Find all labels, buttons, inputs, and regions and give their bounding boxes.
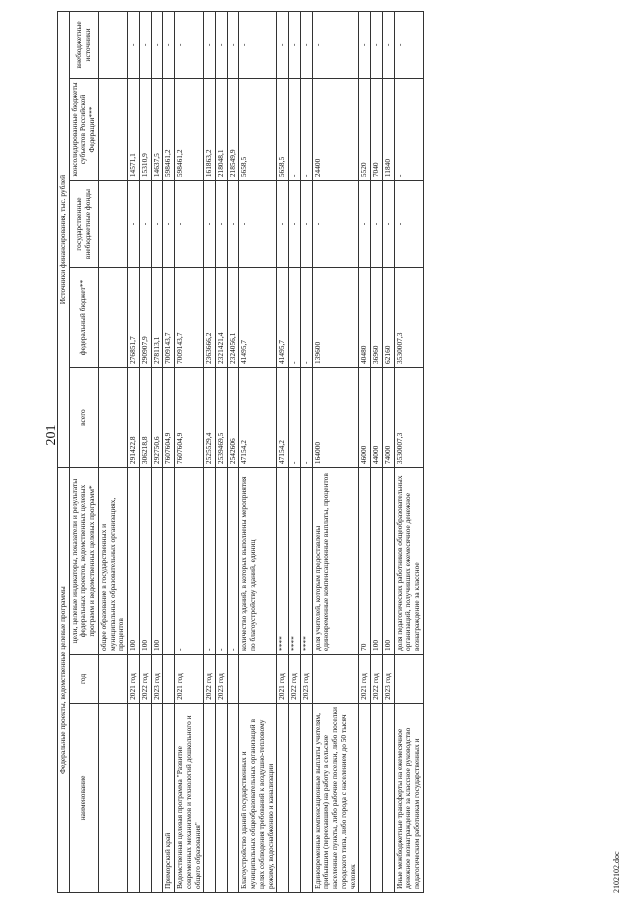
cell-total: 291422,8 — [128, 368, 140, 468]
cell-external: - — [175, 12, 204, 79]
cell-consolidated: 24400 — [312, 78, 359, 180]
cell-indicator: - — [175, 468, 204, 655]
cell-consolidated: 5658,5 — [277, 78, 289, 180]
cell-federal: 278113,1 — [151, 267, 163, 367]
table-row — [394, 12, 423, 893]
header-total: всего — [69, 368, 98, 468]
header-funds: государственные внебюджетные фонды — [69, 181, 98, 268]
table-row — [312, 12, 359, 893]
cell-federal: 3530007,3 — [394, 267, 423, 367]
cell-year — [98, 654, 127, 703]
cell-consolidated: 218549,9 — [227, 78, 239, 180]
cell-consolidated — [98, 78, 127, 180]
cell-consolidated: 5520 — [359, 78, 371, 180]
cell-funds: - — [289, 181, 301, 268]
cell-external: - — [151, 12, 163, 79]
cell-total: 7607604,9 — [175, 368, 204, 468]
cell-indicator: **** — [277, 468, 289, 655]
cell-funds: - — [239, 181, 277, 268]
cell-indicator: доля педагогических работников общеобразовательных организаций, получивших ежемесячное денежное вознаграждение за классное — [394, 468, 423, 655]
cell-name — [227, 703, 239, 892]
cell-year: 2021 год — [277, 654, 289, 703]
cell-consolidated: 218048,1 — [216, 78, 228, 180]
table-row — [227, 12, 239, 893]
cell-year: 2022 год — [139, 654, 151, 703]
cell-name — [371, 703, 383, 892]
cell-name: Ведомственная целевая программа "Развитие современных механизмов и технологий дошкольного и общего образования" — [175, 703, 204, 892]
table-row — [239, 12, 277, 893]
cell-external: - — [204, 12, 216, 79]
cell-consolidated: - — [289, 78, 301, 180]
header-federal: федеральный бюджет** — [69, 267, 98, 367]
cell-total: 2539469,5 — [216, 368, 228, 468]
cell-name: Благоустройство зданий государственных и муниципальных общеобразовательных организаций в целях соблюдения требований к воздушно-тепловому режиму, водоснабжению и канализации — [239, 703, 277, 892]
table-row — [371, 12, 383, 893]
cell-indicator: **** — [300, 468, 312, 655]
cell-year: 2022 год — [371, 654, 383, 703]
header-name: наименование — [69, 703, 98, 892]
header-external: внебюджетные источники — [69, 12, 98, 79]
cell-indicator: **** — [289, 468, 301, 655]
table-body — [98, 12, 423, 893]
header-group-sources: Источники финансирования, тыс. рублей — [58, 12, 70, 468]
cell-federal: 2363666,2 — [204, 267, 216, 367]
cell-indicator: - — [216, 468, 228, 655]
cell-consolidated: - — [300, 78, 312, 180]
cell-external: - — [277, 12, 289, 79]
cell-year: 2021 год — [359, 654, 371, 703]
table-row — [216, 12, 228, 893]
cell-indicator: доля учителей, которым предоставлены единовременные компенсационные выплаты, процентов — [312, 468, 359, 655]
cell-year: 2022 год — [204, 654, 216, 703]
table-row — [128, 12, 140, 893]
header-year: год — [69, 654, 98, 703]
cell-year: 2023 год — [300, 654, 312, 703]
table-row — [277, 12, 289, 893]
cell-indicator: 100 — [128, 468, 140, 655]
cell-total: 292750,6 — [151, 368, 163, 468]
table-row — [204, 12, 216, 893]
cell-name — [151, 703, 163, 892]
cell-total: 46000 — [359, 368, 371, 468]
cell-external: - — [239, 12, 277, 79]
cell-name — [277, 703, 289, 892]
cell-external: - — [227, 12, 239, 79]
cell-funds: - — [216, 181, 228, 268]
cell-total: 3530007,3 — [394, 368, 423, 468]
cell-total: 74000 — [382, 368, 394, 468]
cell-name: Иные межбюджетные трансферты на ежемесячное денежное вознаграждение за классное руководство педагогическим работникам государственных и — [394, 703, 423, 892]
cell-total: 306218,8 — [139, 368, 151, 468]
cell-total: - — [300, 368, 312, 468]
cell-name — [289, 703, 301, 892]
cell-consolidated: 7040 — [371, 78, 383, 180]
table-row — [139, 12, 151, 893]
cell-name — [300, 703, 312, 892]
cell-total: 164000 — [312, 368, 359, 468]
cell-external: - — [382, 12, 394, 79]
table-row — [300, 12, 312, 893]
cell-federal: 41495,7 — [277, 267, 289, 367]
cell-name: Приморский край — [163, 703, 175, 892]
cell-name — [216, 703, 228, 892]
cell-total: 44000 — [371, 368, 383, 468]
cell-total: 47154,2 — [277, 368, 289, 468]
cell-total: 2542606 — [227, 368, 239, 468]
cell-federal: 62160 — [382, 267, 394, 367]
cell-funds: - — [128, 181, 140, 268]
cell-federal: - — [289, 267, 301, 367]
cell-external: - — [139, 12, 151, 79]
cell-funds: - — [151, 181, 163, 268]
cell-funds: - — [382, 181, 394, 268]
cell-external: - — [394, 12, 423, 79]
cell-indicator — [163, 468, 175, 655]
cell-external: - — [300, 12, 312, 79]
cell-funds: - — [359, 181, 371, 268]
cell-external: - — [128, 12, 140, 79]
cell-indicator: общее образование в государственных и муниципальных образовательных организациях, процентов — [98, 468, 127, 655]
table-row — [98, 12, 127, 893]
cell-external: - — [371, 12, 383, 79]
cell-consolidated: 5658,5 — [239, 78, 277, 180]
cell-indicator: 70 — [359, 468, 371, 655]
table-row — [175, 12, 204, 893]
cell-funds: - — [163, 181, 175, 268]
cell-indicator: 100 — [371, 468, 383, 655]
cell-external: - — [289, 12, 301, 79]
page-number: 201 — [44, 424, 59, 446]
cell-year: 2023 год — [216, 654, 228, 703]
cell-name — [139, 703, 151, 892]
cell-year: 2021 год — [128, 654, 140, 703]
cell-consolidated: 598461,2 — [163, 78, 175, 180]
cell-federal — [98, 267, 127, 367]
cell-consolidated: 11840 — [382, 78, 394, 180]
cell-funds: - — [175, 181, 204, 268]
cell-funds: - — [139, 181, 151, 268]
cell-year: 2022 год — [289, 654, 301, 703]
cell-consolidated: 161863,2 — [204, 78, 216, 180]
cell-year: 2021 год — [175, 654, 204, 703]
header-group-projects: Федеральные проекты, ведомственные целевые программы — [58, 468, 70, 893]
header-consolidated: консолидированные бюджеты субъектов Российской Федерации*** — [69, 78, 98, 180]
cell-federal: 2324056,1 — [227, 267, 239, 367]
table-row — [151, 12, 163, 893]
cell-funds — [98, 181, 127, 268]
cell-funds: - — [204, 181, 216, 268]
table-row — [289, 12, 301, 893]
cell-funds: - — [277, 181, 289, 268]
cell-funds: - — [394, 181, 423, 268]
cell-external: - — [216, 12, 228, 79]
cell-total: 7607604,9 — [163, 368, 175, 468]
cell-consolidated: 14637,5 — [151, 78, 163, 180]
cell-indicator: количество зданий, в которых выполнены мероприятия по благоустройству зданий, единиц — [239, 468, 277, 655]
cell-name — [382, 703, 394, 892]
cell-year — [239, 654, 277, 703]
table-row — [163, 12, 175, 893]
cell-external: - — [312, 12, 359, 79]
cell-name — [128, 703, 140, 892]
cell-year: 2023 год — [382, 654, 394, 703]
cell-funds: - — [300, 181, 312, 268]
cell-total — [98, 368, 127, 468]
cell-federal: 7009143,7 — [163, 267, 175, 367]
table-row — [359, 12, 371, 893]
cell-total: 47154,2 — [239, 368, 277, 468]
cell-name — [204, 703, 216, 892]
cell-federal: 2321421,4 — [216, 267, 228, 367]
cell-federal: 40480 — [359, 267, 371, 367]
header-indicator: цели, целевые индикаторы, показатели и результаты федеральных проектов, ведомственных целевых программ и ведомственных целевых программ* — [69, 468, 98, 655]
cell-year: 2023 год — [151, 654, 163, 703]
cell-consolidated: 598461,2 — [175, 78, 204, 180]
cell-indicator: - — [227, 468, 239, 655]
cell-indicator: 100 — [139, 468, 151, 655]
cell-federal: - — [300, 267, 312, 367]
cell-indicator: - — [204, 468, 216, 655]
cell-name — [359, 703, 371, 892]
cell-federal: 41495,7 — [239, 267, 277, 367]
cell-federal: 276851,7 — [128, 267, 140, 367]
cell-federal: 290907,9 — [139, 267, 151, 367]
cell-indicator: 100 — [382, 468, 394, 655]
cell-federal: 139600 — [312, 267, 359, 367]
cell-federal: 7009143,7 — [175, 267, 204, 367]
footer-file-name: 2102102.doc — [612, 851, 621, 893]
cell-consolidated: 14571,1 — [128, 78, 140, 180]
cell-funds: - — [371, 181, 383, 268]
cell-year — [227, 654, 239, 703]
cell-name — [98, 703, 127, 892]
cell-year — [163, 654, 175, 703]
cell-external — [98, 12, 127, 79]
financing-table — [57, 11, 424, 893]
cell-year — [394, 654, 423, 703]
table-row — [382, 12, 394, 893]
cell-external: - — [359, 12, 371, 79]
cell-consolidated: - — [394, 78, 423, 180]
cell-name: Единовременные компенсационные выплаты учителям, прибывшим (переехавшим) на работу в сельские населенные пункты, либо рабочие поселки, либо поселки городского типа, либо города с населением до 50 тысяч человек — [312, 703, 359, 892]
cell-federal: 36960 — [371, 267, 383, 367]
cell-funds: - — [312, 181, 359, 268]
cell-indicator: 100 — [151, 468, 163, 655]
cell-total: - — [289, 368, 301, 468]
cell-consolidated: 15310,9 — [139, 78, 151, 180]
cell-external: - — [163, 12, 175, 79]
cell-funds: - — [227, 181, 239, 268]
cell-year — [312, 654, 359, 703]
cell-total: 2525529,4 — [204, 368, 216, 468]
